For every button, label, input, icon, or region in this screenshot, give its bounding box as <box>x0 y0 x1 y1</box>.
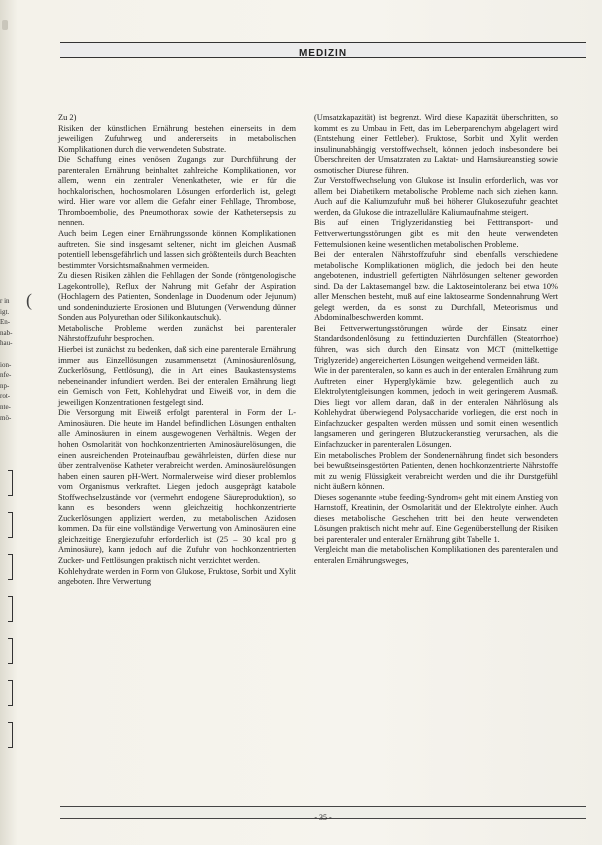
section-title: MEDIZIN <box>298 48 348 59</box>
bracket-mark <box>8 470 13 496</box>
margin-fragment: En- <box>0 318 11 327</box>
margin-fragment <box>0 349 18 360</box>
page-footer <box>60 806 586 822</box>
bracket-mark <box>8 722 13 748</box>
paragraph: Hierbei ist zunächst zu bedenken, daß sich eine parenterale Ernährung immer aus Einzellösungen zusammensetzt (Aminosäurenlösung, Zuckerlösung, Fettlösung), die in Art eines Baukastensystems nebeneinander infundiert werden. Bei der enteralen Ernährung liegt ein Gemisch von Fett, Kohlehydrat und Eiweiß vor, in dem die jeweiligen Konzentrationen festgelegt sind. <box>58 345 296 407</box>
paragraph: Zu 2) <box>58 113 77 122</box>
paragraph: Die Versorgung mit Eiweiß erfolgt parenteral in Form der L-Aminosäuren. Die heute im Handel befindlichen Lösungen enthalten alle Aminosäuren in einem ausgewogenen Verhältnis. Wegen der hohen Osmolarität von hochkonzentrierten Aminosäurelösungen, die einen ausreichenden Proteinaufbau gewährleisten, dürfen diese nur über zentralvenöse Katheter verabreicht werden. Aminosäurelösungen haben einen sauren pH-Wert. Normalerweise wird dieser problemlos vom Organismus verkraftet. Liegen jedoch ausgeprägt katabole Stoffwechselzustände vor (vermehrt endogene Säureproduktion), so kann es besonders wenn gleichzeitig hochkonzentrierte Zuckerlösungen appliziert werden, zu metabolischen Azidosen kommen. Da für eine vollständige Verwertung von Aminosäuren eine gleichzeitige Energiezufuhr erforderlich ist (25 – 30 kcal pro g Aminosäure), kann jedoch auf die Zufuhr von hochkonzentrierten Zucker- und Fettlösungen praktisch nicht verzichtet werden. <box>58 408 296 565</box>
margin-fragment: hau- <box>0 339 13 348</box>
paragraph: Zu diesen Risiken zählen die Fehllagen der Sonde (röntgenologische Lagekontrolle), Reflux der Nahrung mit Gefahr der Aspiration (Hochlagern des Patienten, Sondenlage in Duodenum oder Jejunum) und sondeninduzierte Erosionen und Blutungen (Verwendung dünner Sonden aus Polyurethan oder Silikonkautschuk). <box>58 271 296 323</box>
paragraph: Bei Fettverwertungsstörungen würde der Einsatz einer Standardsondenlösung zu fettinduzierten Durchfällen (Steatorrhoe) führen, was sich durch den Einsatz von MCT (mittelkettige Triglyzeride) angereicherten Lösungen weitgehend vermeiden läßt. <box>314 323 558 365</box>
bracket-mark <box>8 680 13 706</box>
margin-fragment: np- <box>0 381 10 390</box>
paragraph: Auch beim Legen einer Ernährungssonde können Komplikationen auftreten. Sie sind insgesamt seltener, nicht im gleichen Ausmaß potentiell lebensgefährlich und lassen sich größtenteils durch Beachten bestimmter Vorsichtsmaßnahmen vermeiden. <box>58 229 296 270</box>
section-header <box>60 42 586 58</box>
page-number: - 35 - <box>314 813 332 822</box>
paragraph: Vergleicht man die metabolischen Komplikationen des parenteralen und enteralen Ernährungsweges, <box>314 545 558 565</box>
paragraph: Metabolische Probleme werden zunächst bei parenteraler Nährstoffzufuhr besprochen. <box>58 323 296 344</box>
bracket-mark <box>8 638 13 664</box>
right-column <box>314 113 558 567</box>
paragraph: Zur Verstoffwechselung von Glukose ist Insulin erforderlich, was vor allem bei Diabetikern metabolische Probleme nach sich ziehen kann. Auch auf die Kaliumzufuhr muß bei höherer Glukosezufuhr geachtet werden, da Glukose die intrazelluläre Kaliumaufnahme steigert. <box>314 176 558 217</box>
margin-fragment: nfe- <box>0 371 12 380</box>
margin-fragment: mö- <box>0 413 12 422</box>
paragraph: (Umsatzkapazität) ist begrenzt. Wird diese Kapazität überschritten, so kommt es zu Umbau in Fett, das im Leberparenchym abgelagert wird (Entstehung einer Fettleber). Fruktose, Sorbit und Xylit werden insulinunabhängig verstoffwechselt, können jedoch insbesondere bei Überschreiten der Umsatzraten zu Laktat- und Harnsäureanstieg sowie osmotischer Diurese führen. <box>314 113 558 175</box>
margin-fragment: ion- <box>0 360 12 369</box>
margin-fragment: nab- <box>0 328 13 337</box>
bracket-mark <box>8 512 13 538</box>
page-curl-mark: ( <box>26 290 32 310</box>
paragraph: Wie in der parenteralen, so kann es auch in der enteralen Ernährung zum Auftreten einer Hyperglykämie bzw. gelegentlich auch zu Elektrolytentgleisungen kommen, jedoch in weit geringerem Ausmaß. Dies liegt vor allem daran, daß in der enteralen Nährlösung als Kohlehydrat überwiegend Polysaccharide vorliegen, die erst noch in Einfachzucker gespalten werden müssen und somit einen wesentlich langsameren und geringeren Blutzuckeranstieg verursachen, als die Einfachzucker in parenteralen Lösungen. <box>314 366 558 449</box>
paragraph: Ein metabolisches Problem der Sondenernährung findet sich besonders bei bewußtseinsgestörten Patienten, denen hochkonzentrierte Nährstoffe mit zu wenig Flüssigkeit verabreicht werden und die ihr Durstgefühl nicht äußern können. <box>314 450 558 492</box>
bracket-mark <box>8 554 13 580</box>
paragraph: Dieses sogenannte »tube feeding-Syndrom« geht mit einem Anstieg von Harnstoff, Kreatinin, der Osmolarität und der Elektrolyte einher. Auch dieses metabolische Geschehen tritt bei den heute verwendeten Lösungen praktisch nicht mehr auf. Eine Gegenüberstellung der Risiken bei parenteraler und enteraler Ernährung gibt Tabelle 1. <box>314 492 558 544</box>
paragraph: Risiken der künstlichen Ernährung bestehen einerseits in dem jeweiligen Zufuhrweg und andererseits in metabolischen Komplikationen durch die verwendeten Substrate. <box>58 123 296 154</box>
margin-fragment: igt. <box>0 307 10 316</box>
margin-fragment: nte- <box>0 402 11 411</box>
binder-hole <box>2 20 8 30</box>
margin-fragment: rot- <box>0 392 11 401</box>
paragraph: Bis auf einen Triglyzeridanstieg bei Fetttransport- und Fettverwertungsstörungen gibt es mit den heute verwendeten Fettemulsionen keine wesentlichen metabolischen Probleme. <box>314 218 558 249</box>
margin-fragment: r in <box>0 297 10 305</box>
previous-page-margin-text <box>0 296 18 423</box>
left-column <box>58 113 296 588</box>
paragraph: Bei der enteralen Nährstoffzufuhr sind ebenfalls verschiedene metabolische Komplikationen möglich, die jedoch bei den heute angebotenen, industriell gefertigten Nährlösungen seltener geworden sind. Da der Laktasemangel bzw. die Laktoseintoleranz bei etwa 10% aller Menschen besteht, muß auf eine laktosearme Sondennahrung Wert gelegt werden, da es sonst zu Durchfall, Meteorismus und Abdominalbeschwerden kommt. <box>314 250 558 323</box>
paragraph: Kohlehydrate werden in Form von Glukose, Fruktose, Sorbit und Xylit angeboten. Ihre Verwertung <box>58 566 296 587</box>
bracket-mark <box>8 596 13 622</box>
paragraph: Die Schaffung eines venösen Zugangs zur Durchführung der parenteralen Ernährung beinhaltet zahlreiche Komplikationen, vor allem, wenn ein zentraler Venenkatheter, wie er für die hochkalorischen, hochosmolaren Lösungen erforderlich ist, gelegt wird. Hier ware vor allem die Gefahr einer Fehllage, Thrombose, Thromboembolie, des Pneumothorax sowie der Kathetersepsis zu nennen. <box>58 155 296 228</box>
